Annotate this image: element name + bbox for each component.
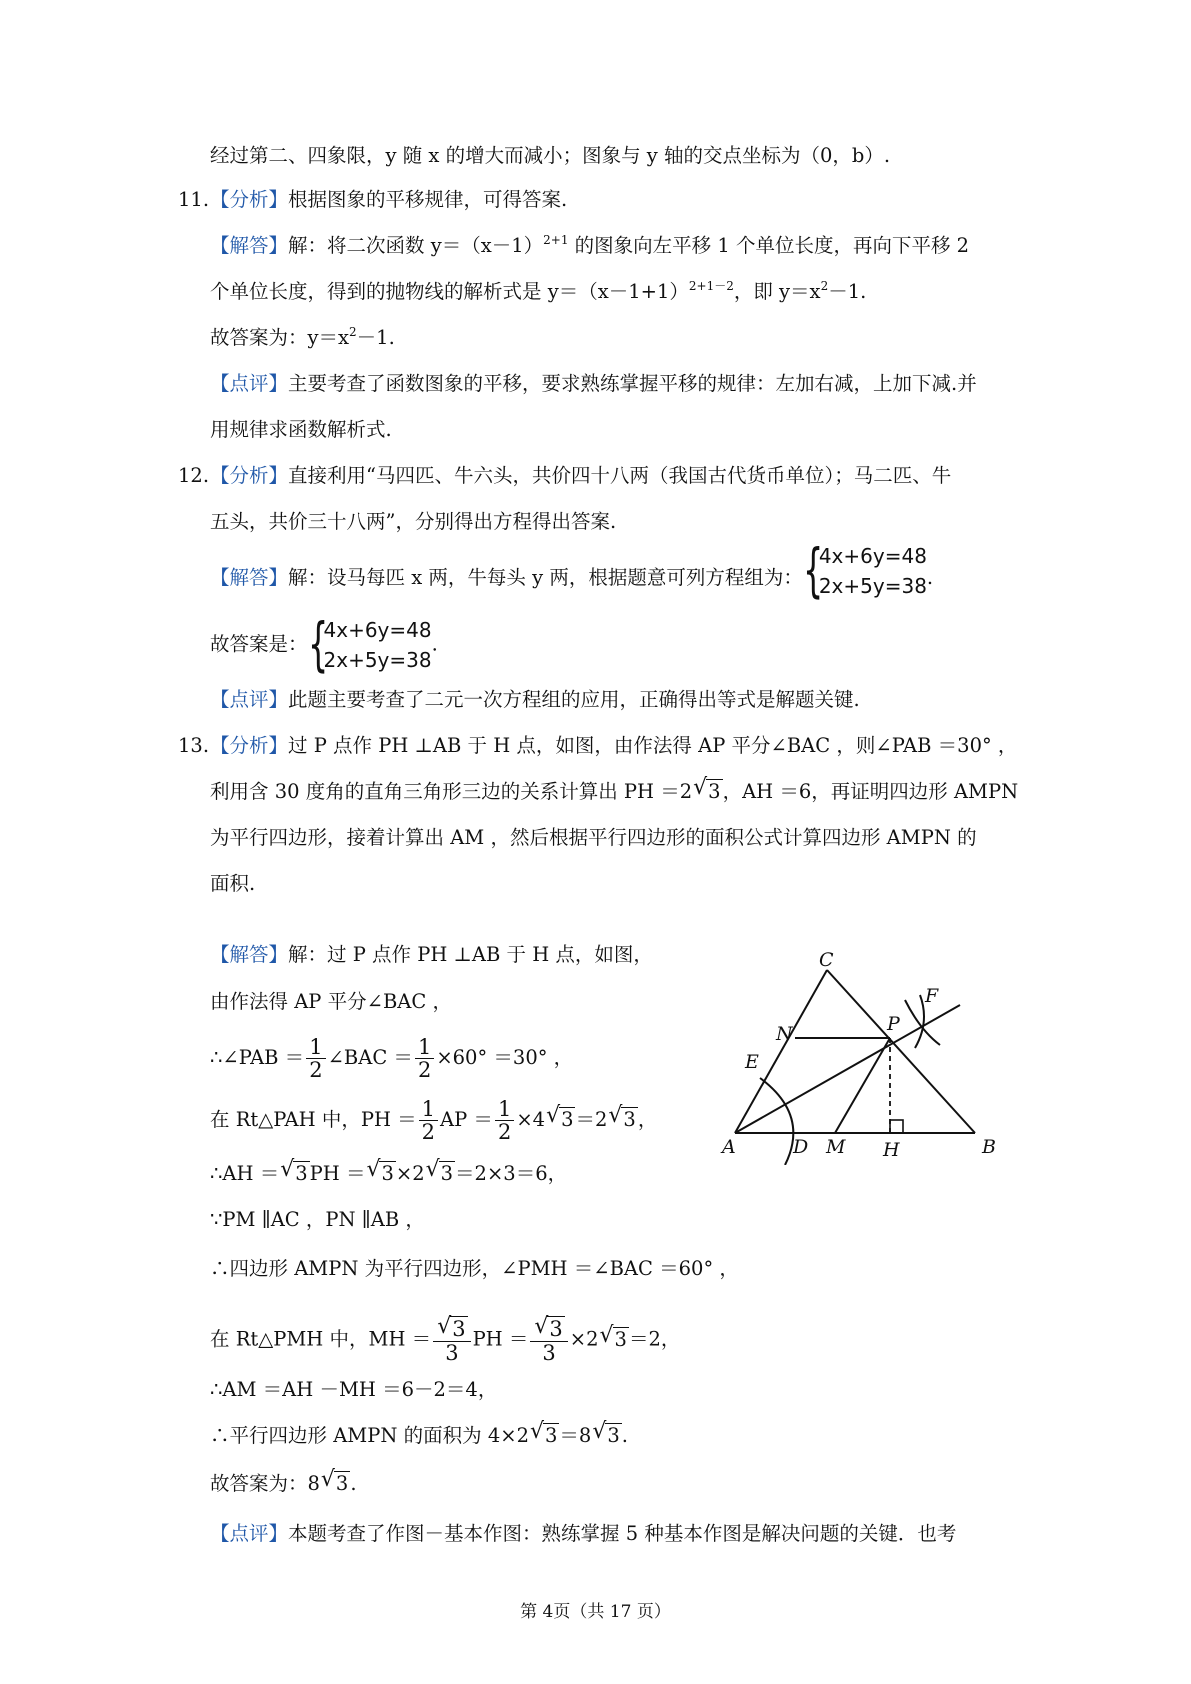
step-7: 在 Rt△PMH 中，MH ＝ √ 3 3 PH ＝ √ 3 3 ×2 √ 3 ＝2， — [210, 1314, 681, 1365]
q11-answer-cont: 个单位长度，得到的抛物线的解析式是 $y=(x-1+1)^{2+1-2}$，即 $y=x^2-1$. — [210, 279, 867, 303]
q12-final: 故答案是： { 4x+6y=48 2x+5y=38 . — [210, 610, 438, 678]
q13-analysis: 【分析】过 P 点作 PH ⊥AB 于 H 点，如图，由作法得 AP 平分∠BAC ，则∠PAB ＝30° ， — [210, 734, 1018, 757]
sqrt: √ 3 — [693, 775, 721, 803]
step-6: ∴四边形 AMPN 为平行四边形，∠PMH ＝∠BAC ＝60° ， — [210, 1257, 739, 1280]
q11-answer: 【解答】解：将二次函数 $y=(x-1)^{2+1}$ 的图象向左平移 1 个单位长度，再向下平移 2 — [210, 233, 970, 257]
step-5: ∵PM ∥AC ，PN ∥AB ， — [210, 1208, 425, 1231]
step-4: ∴AH ＝ √ 3 PH ＝ √ 3 ×2 √ 3 ＝2×3＝6， — [210, 1157, 568, 1185]
right-angle-mark — [890, 1120, 903, 1133]
analysis-tag: 【分析】 — [210, 188, 289, 211]
label-d: D — [793, 1136, 809, 1158]
question-number-12: 12. — [178, 464, 210, 487]
step-3: 在 Rt△PAH 中，PH ＝ $\frac{1}{2}$ AP ＝ $\frac{1}{2}$ ×4 √ 3 ＝2 √ 3 ， — [210, 1097, 658, 1144]
comment-tag: 【点评】 — [210, 372, 289, 395]
label-n: N — [776, 1023, 793, 1045]
q12-comment: 【点评】此题主要考查了二元一次方程组的应用，正确得出等式是解题关键. — [210, 688, 860, 711]
q13-comment: 【点评】本题考查了作图－基本作图：熟练掌握 5 种基本作图是解决问题的关键．也考 — [210, 1522, 957, 1545]
label-f: F — [925, 985, 939, 1007]
ray-ap — [735, 1005, 960, 1133]
equation-system: { 4x+6y=48 2x+5y=38 — [802, 536, 927, 604]
label-c: C — [819, 950, 834, 971]
step-8: ∴AM ＝AH －MH ＝6－2＝4， — [210, 1378, 498, 1401]
q11-comment: 【点评】主要考查了函数图象的平移，要求熟练掌握平移的规律：左加右减，上加下减.并 — [210, 372, 977, 395]
q11-comment-cont: 用规律求函数解析式. — [210, 418, 392, 441]
q11-final: 故答案为：$y=x^2-1$. — [210, 325, 395, 349]
q13-analysis-cont: 面积. — [210, 872, 256, 895]
q12-analysis-cont: 五头，共价三十八两”，分别得出方程得出答案. — [210, 510, 617, 533]
question-number-11: 11. — [178, 188, 210, 211]
q11-analysis: 【分析】根据图象的平移规律，可得答案. — [210, 188, 568, 211]
step-2: ∴∠PAB ＝ $\frac{1}{2}$ ∠BAC ＝ $\frac{1}{2}$ ×60° ＝30° ， — [210, 1035, 574, 1082]
arc-ed — [760, 1078, 793, 1165]
q12-analysis: 【分析】直接利用“马四匹、牛六头，共价四十八两（我国古代货币单位）；马二匹、牛 — [210, 464, 952, 487]
q13-analysis-cont: 为平行四边形，接着计算出 AM ，然后根据平行四边形的面积公式计算四边形 AMPN 的 — [210, 826, 977, 849]
answer-tag: 【解答】 — [210, 234, 289, 257]
q13-answer: 【解答】解：过 P 点作 PH ⊥AB 于 H 点，如图， — [210, 943, 653, 966]
step-9: ∴平行四边形 AMPN 的面积为 4×2 √ 3 ＝8 √ 3 . — [210, 1419, 628, 1447]
label-h: H — [883, 1139, 900, 1161]
step-1: 由作法得 AP 平分∠BAC ， — [210, 990, 452, 1013]
step-10: 故答案为：8 √ 3 . — [210, 1467, 357, 1495]
arc-f2 — [915, 995, 924, 1048]
equation-system: { 4x+6y=48 2x+5y=38 — [307, 610, 432, 678]
text-line: 经过第二、四象限，y 随 x 的增大而减小；图象与 y 轴的交点坐标为（0，b）. — [210, 144, 891, 167]
question-number-13: 13. — [178, 734, 210, 757]
q12-answer: 【解答】解：设马每匹 x 两，牛每头 y 两，根据题意可列方程组为： { 4x+6y=48 2x+5y=38 . — [210, 536, 934, 604]
label-b: B — [982, 1136, 996, 1158]
geometry-figure — [720, 950, 1020, 1165]
page-footer: 第 4页（共 17 页） — [520, 1602, 671, 1622]
label-e: E — [745, 1051, 759, 1073]
label-a: A — [722, 1136, 736, 1158]
q13-analysis-cont: 利用含 30 度角的直角三角形三边的关系计算出 PH ＝2 √ 3 ，AH ＝6，再证明四边形 AMPN — [210, 777, 1018, 807]
segment-mp — [835, 1038, 890, 1133]
label-p: P — [887, 1013, 900, 1035]
label-m: M — [826, 1136, 846, 1158]
